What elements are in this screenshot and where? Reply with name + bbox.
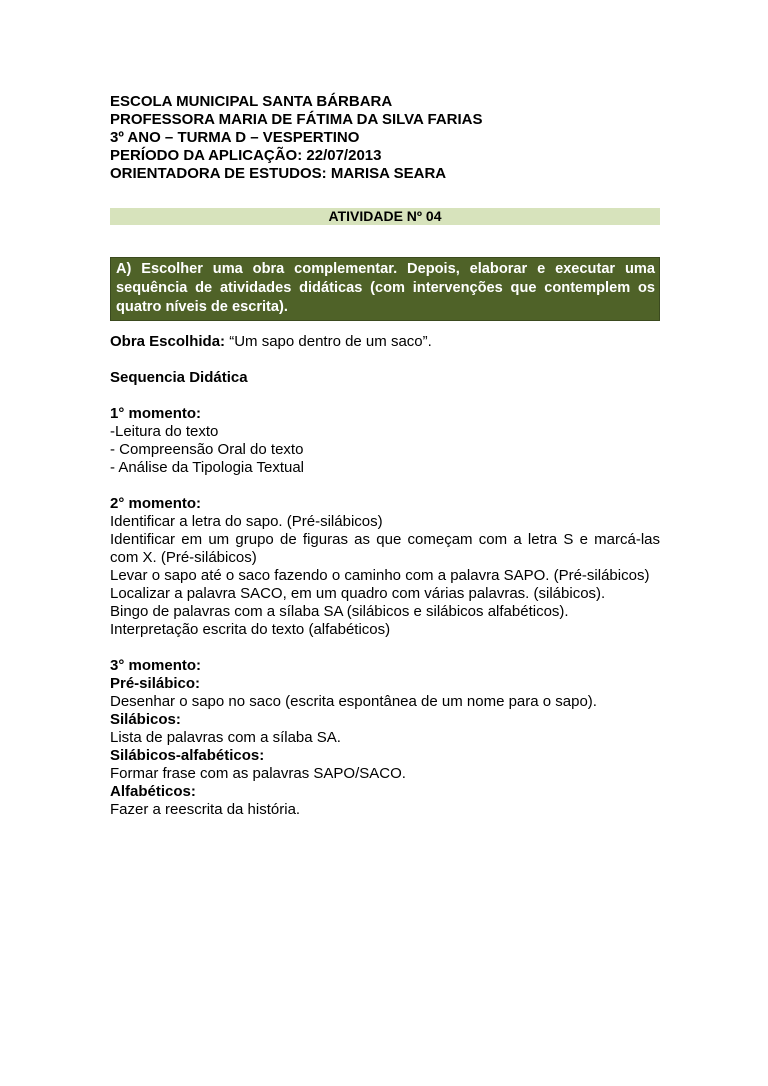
document-body bbox=[110, 333, 660, 819]
document-page bbox=[110, 93, 660, 819]
list-item: - Compreensão Oral do texto bbox=[110, 441, 304, 458]
level-activity: Formar frase com as palavras SAPO/SACO. bbox=[110, 765, 406, 782]
document-header bbox=[110, 93, 660, 183]
moment-1-title: 1° momento: bbox=[110, 405, 202, 422]
teacher-name: PROFESSORA MARIA DE FÁTIMA DA SILVA FARIAS bbox=[110, 111, 483, 128]
advisor-name: ORIENTADORA DE ESTUDOS: MARISA SEARA bbox=[110, 165, 447, 182]
application-period: PERÍODO DA APLICAÇÃO: 22/07/2013 bbox=[110, 147, 382, 164]
chosen-work-label: Obra Escolhida: bbox=[110, 333, 226, 350]
task-description: A) Escolher uma obra complementar. Depois, elaborar e executar uma sequência de atividades didáticas (com intervenções que contemplem os quatro níveis de escrita). bbox=[110, 257, 660, 321]
school-name: ESCOLA MUNICIPAL SANTA BÁRBARA bbox=[110, 93, 393, 110]
list-item: -Leitura do texto bbox=[110, 423, 219, 440]
chosen-work-value: “Um sapo dentro de um saco”. bbox=[225, 333, 432, 350]
sequence-title: Sequencia Didática bbox=[110, 369, 248, 386]
class-info: 3º ANO – TURMA D – VESPERTINO bbox=[110, 129, 360, 146]
list-item: Identificar em um grupo de figuras as que começam com a letra S e marcá-las com X. (Pré-silábicos) bbox=[110, 531, 660, 566]
level-label: Silábicos-alfabéticos: bbox=[110, 747, 265, 764]
moment-3 bbox=[110, 657, 660, 819]
chosen-work bbox=[110, 333, 660, 351]
list-item: Bingo de palavras com a sílaba SA (silábicos e silábicos alfabéticos). bbox=[110, 603, 569, 620]
moment-2-title: 2° momento: bbox=[110, 495, 202, 512]
list-item: Levar o sapo até o saco fazendo o caminho com a palavra SAPO. (Pré-silábicos) bbox=[110, 567, 650, 584]
activity-title: ATIVIDADE Nº 04 bbox=[110, 208, 660, 225]
list-item: Localizar a palavra SACO, em um quadro com várias palavras. (silábicos). bbox=[110, 585, 606, 602]
moment-2 bbox=[110, 495, 660, 639]
level-activity: Fazer a reescrita da história. bbox=[110, 801, 301, 818]
level-label: Alfabéticos: bbox=[110, 783, 196, 800]
level-label: Silábicos: bbox=[110, 711, 181, 728]
list-item: - Análise da Tipologia Textual bbox=[110, 459, 305, 476]
level-activity: Desenhar o sapo no saco (escrita espontânea de um nome para o sapo). bbox=[110, 693, 597, 710]
list-item: Identificar a letra do sapo. (Pré-silábicos) bbox=[110, 513, 383, 530]
moment-1 bbox=[110, 405, 660, 477]
level-label: Pré-silábico: bbox=[110, 675, 201, 692]
moment-3-title: 3° momento: bbox=[110, 657, 202, 674]
list-item: Interpretação escrita do texto (alfabéticos) bbox=[110, 621, 391, 638]
level-activity: Lista de palavras com a sílaba SA. bbox=[110, 729, 341, 746]
